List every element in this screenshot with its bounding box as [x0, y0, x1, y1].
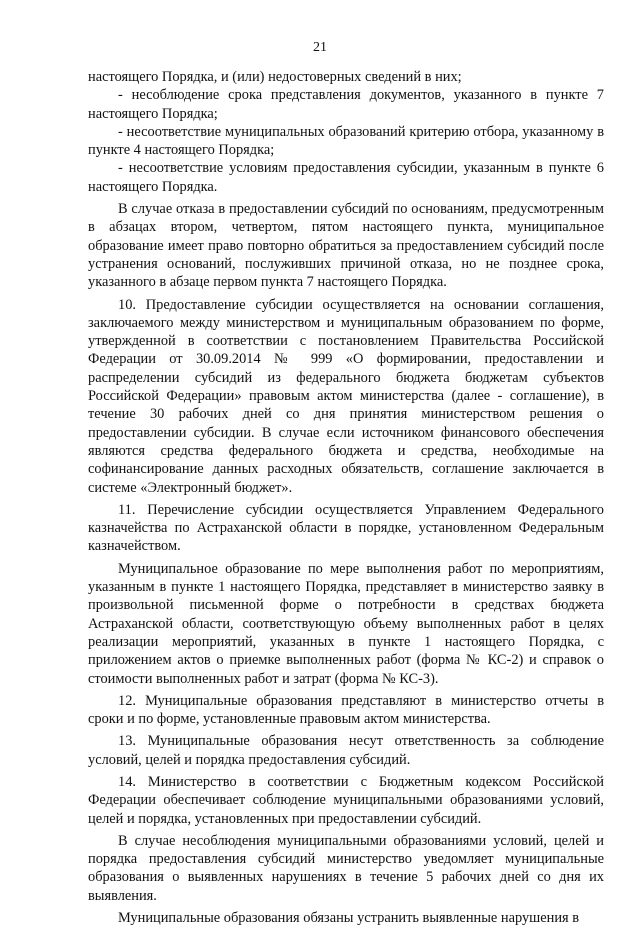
page-number: 21	[313, 40, 327, 55]
paragraph: В случае отказа в предоставлении субсидий по основаниям, предусмотренным в абзацах втором, четвертом, пятом настоящего пункта, муниципальное образование имеет право повторно обратиться за предоставлением субсидий после устранения оснований, послуживших причиной отказа, но не позднее срока, указанного в абзаце первом пункта 7 настоящего Порядка.	[88, 201, 604, 291]
paragraph: - несоблюдение срока представления документов, указанного в пункте 7 настоящего Порядка;	[88, 87, 604, 122]
paragraph: 11. Перечисление субсидии осуществляется Управлением Федерального казначейства по Астраханской области в порядке, установленном Федеральным казначейством.	[88, 501, 604, 555]
paragraph: В случае несоблюдения муниципальными образованиями условий, целей и порядка предоставления субсидий министерство уведомляет муниципальные образования о выявленных нарушениях в течение 5 рабочих дней со дня их выявления.	[88, 832, 604, 904]
paragraph: Муниципальное образование по мере выполнения работ по мероприятиям, указанным в пункте 1 настоящего Порядка, представляет в министерство заявку в произвольной письменной форме о потребности в средствах бюджета Астраханской области, соответствующую объему выполненных работ в целях реализации мероприятий, указанных в пункте 1 настоящего Порядка, с приложением актов о приемке выполненных работ (форма № КС-2) и справок о стоимости выполненных работ и затрат (форма № КС-3).	[88, 560, 604, 687]
paragraph: 10. Предоставление субсидии осуществляется на основании соглашения, заключаемого между министерством и муниципальным образованием по форме, утвержденной в соответствии с постановлением Правительства Российской Федерации от 30.09.2014 № 999 «О формировании, предоставлении и распределении субсидий из федерального бюджета бюджетам субъектов Российской Федерации» правовым актом министерства (далее - соглашение), в течение 30 рабочих дней со дня принятия министерством решения о предоставлении субсидии. В случае если источником финансового обеспечения являются средства федерального бюджета и средства, необходимые на софинансирование данных расходных обязательств, соглашение заключается в системе «Электронный бюджет».	[88, 296, 604, 496]
paragraph: 12. Муниципальные образования представляют в министерство отчеты в сроки и по форме, установленные правовым актом министерства.	[88, 692, 604, 728]
paragraph: - несоответствие условиям предоставления субсидии, указанным в пункте 6 настоящего Порядка.	[88, 160, 604, 195]
paragraph: - несоответствие муниципальных образований критерию отбора, указанному в пункте 4 настоящего Порядка;	[88, 123, 604, 159]
document-body	[88, 68, 604, 927]
paragraph: 13. Муниципальные образования несут ответственность за соблюдение условий, целей и порядка предоставления субсидий.	[88, 733, 604, 768]
paragraph: Муниципальные образования обязаны устранить выявленные нарушения в	[118, 910, 580, 927]
paragraph: 14. Министерство в соответствии с Бюджетным кодексом Российской Федерации обеспечивает соблюдение муниципальными образованиями условий, целей и порядка, установленных при предоставлении субсидий.	[88, 773, 604, 827]
paragraph: настоящего Порядка, и (или) недостоверных сведений в них;	[88, 69, 462, 85]
